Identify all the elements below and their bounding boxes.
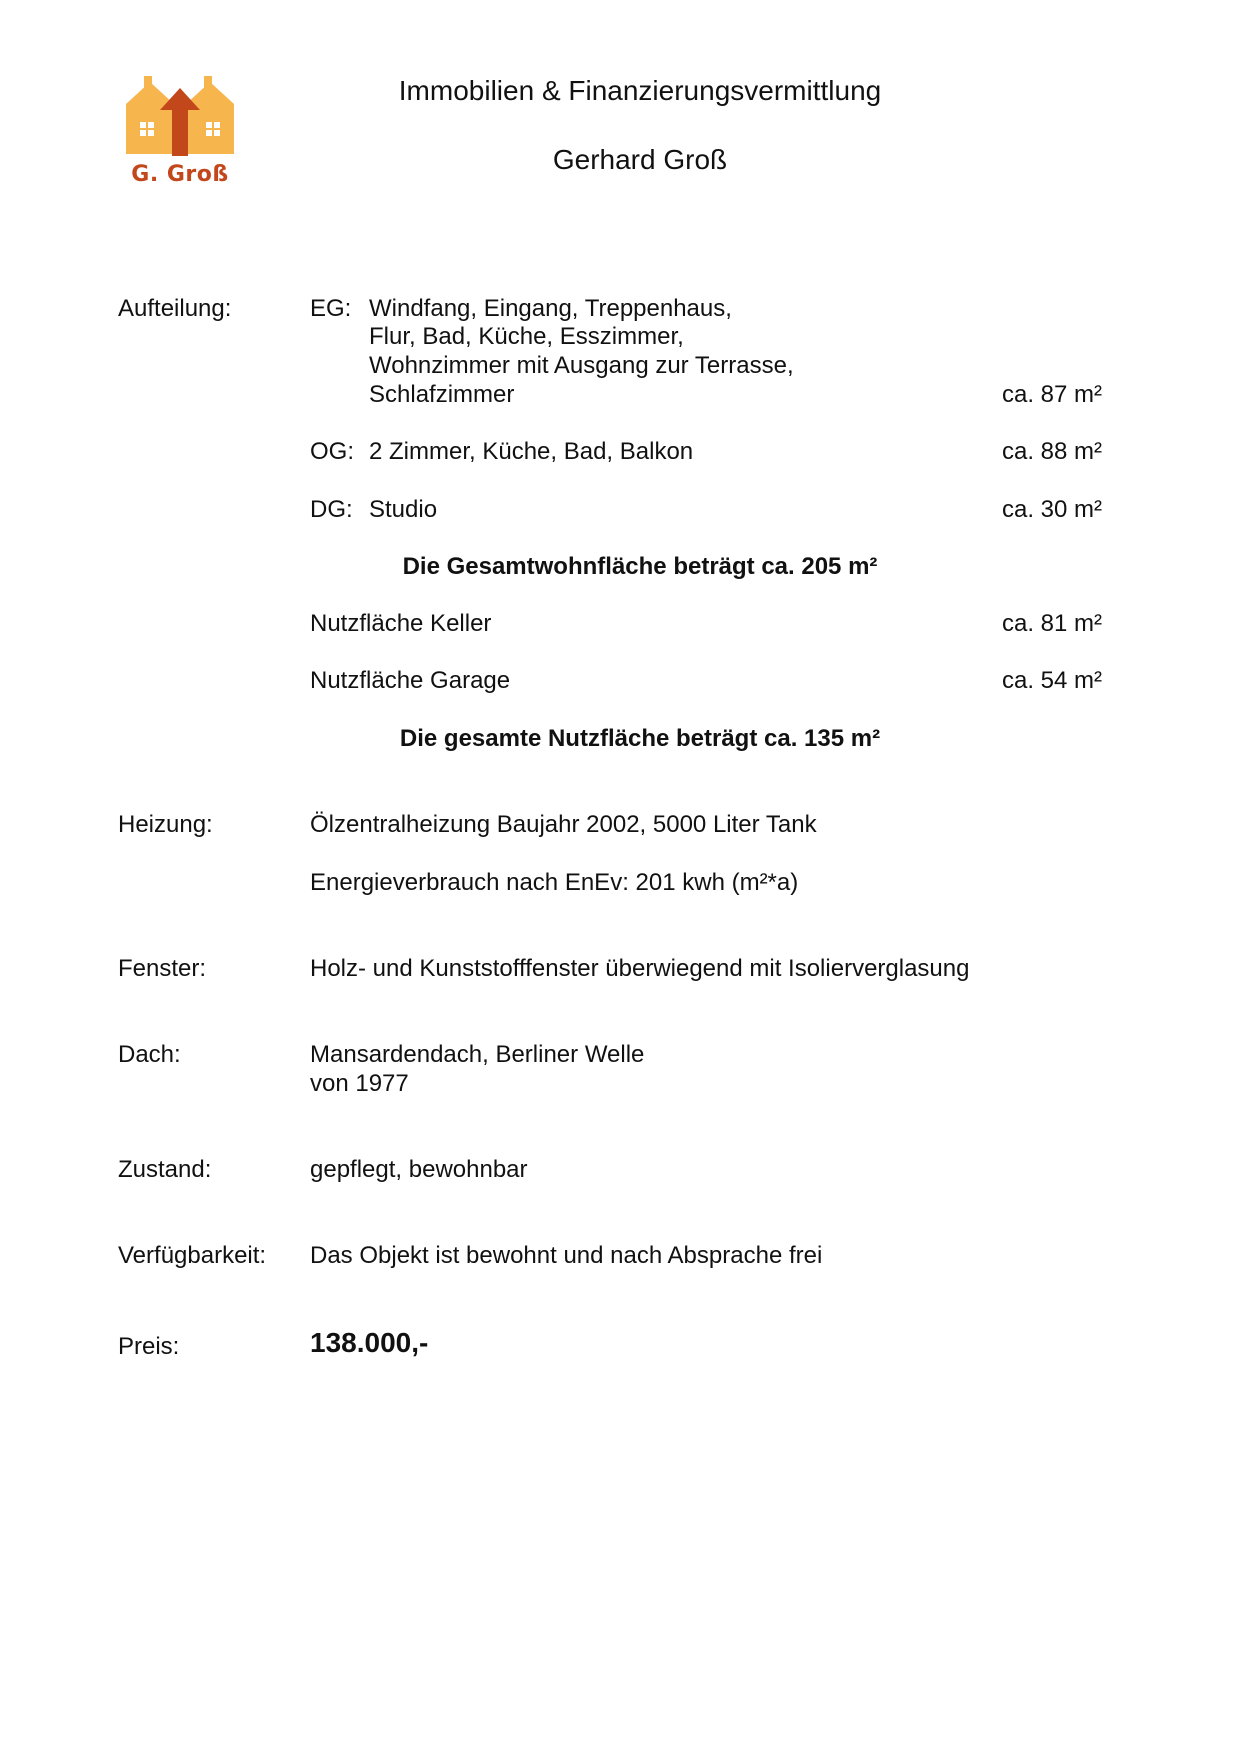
total-nutzflaeche: Die gesamte Nutzfläche beträgt ca. 135 m² (399, 725, 881, 752)
keller-area: ca. 81 m² (1002, 610, 1103, 637)
logo-text: G. Groß (131, 162, 229, 187)
zustand-text: gepflegt, bewohnbar (310, 1156, 528, 1183)
dg-area: ca. 30 m² (1002, 496, 1103, 523)
og-label: OG: (310, 438, 355, 465)
fenster-label: Fenster: (118, 955, 207, 982)
keller-label: Nutzfläche Keller (310, 610, 492, 637)
garage-label: Nutzfläche Garage (310, 667, 511, 694)
aufteilung-label: Aufteilung: (118, 295, 232, 322)
heizung-label: Heizung: (118, 811, 213, 838)
heizung-line-1: Ölzentralheizung Baujahr 2002, 5000 Liter Tank (310, 811, 817, 838)
og-text: 2 Zimmer, Küche, Bad, Balkon (369, 438, 694, 465)
preis-label: Preis: (118, 1333, 180, 1360)
total-wohnflaeche: Die Gesamtwohnfläche beträgt ca. 205 m² (402, 553, 878, 580)
eg-line-1: Windfang, Eingang, Treppenhaus, (369, 295, 732, 322)
dg-label: DG: (310, 496, 353, 523)
dg-text: Studio (369, 496, 438, 523)
dach-label: Dach: (118, 1041, 181, 1068)
preis-value: 138.000,- (310, 1327, 429, 1358)
eg-line-2: Flur, Bad, Küche, Esszimmer, (369, 323, 684, 350)
eg-line-4: Schlafzimmer (369, 381, 515, 408)
header-line-agency: Immobilien & Finanzierungsvermittlung (398, 75, 882, 106)
dach-line-2: von 1977 (310, 1070, 409, 1097)
zustand-label: Zustand: (118, 1156, 212, 1183)
header-line-name: Gerhard Groß (552, 144, 728, 175)
verfuegbarkeit-label: Verfügbarkeit: (118, 1242, 267, 1269)
eg-line-3: Wohnzimmer mit Ausgang zur Terrasse, (369, 352, 794, 379)
house-logo-icon (120, 74, 240, 174)
verfuegbarkeit-text: Das Objekt ist bewohnt und nach Absprache frei (310, 1242, 823, 1269)
og-area: ca. 88 m² (1002, 438, 1103, 465)
garage-area: ca. 54 m² (1002, 667, 1103, 694)
dach-line-1: Mansardendach, Berliner Welle (310, 1041, 645, 1068)
eg-label: EG: (310, 295, 352, 322)
company-logo (120, 74, 240, 194)
fenster-text: Holz- und Kunststofffenster überwiegend mit Isolierverglasung (310, 955, 970, 982)
heizung-line-2: Energieverbrauch nach EnEv: 201 kwh (m²*a) (310, 869, 799, 896)
eg-area: ca. 87 m² (1002, 381, 1103, 408)
